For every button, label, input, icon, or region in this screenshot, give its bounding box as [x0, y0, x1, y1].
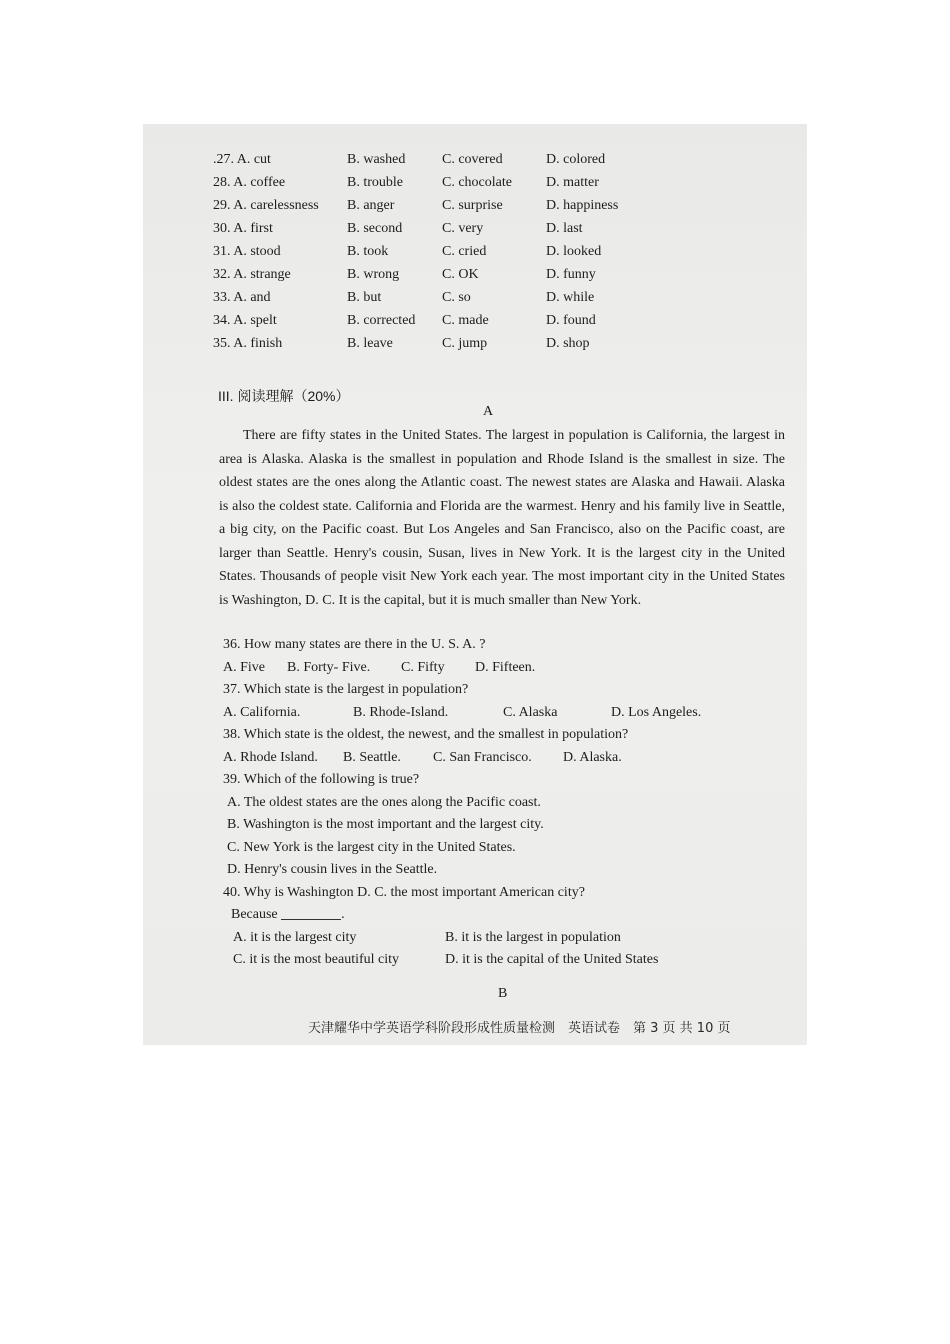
- option-b: B. but: [347, 290, 382, 305]
- option-d: D. colored: [546, 152, 606, 167]
- question-40-because: Because .: [231, 907, 345, 922]
- option-b: B. took: [347, 244, 389, 259]
- option-d: D. it is the capital of the United States: [445, 952, 659, 967]
- choice-row-30: [213, 221, 733, 244]
- question-39-option-c: C. New York is the largest city in the United States.: [227, 839, 516, 855]
- passage-a-text: There are fifty states in the United States. The largest in population is California, the largest in area is Alaska. Alaska is the smallest in population and Rhode Island is the smallest in size. The oldest states are the ones along the Atlantic coast. The newest states are Alaska and Hawaii. Alaska is also the coldest state. California and Florida are the warmest. Henry and his family live in Seattle, a big city, on the Pacific coast. But Los Angeles and San Francisco, also on the Pacific coast, are larger than Seattle. Henry's cousin, Susan, lives in New York. It is the largest city in the United States. Thousands of people visit New York each year. The most important city in the United States is Washington, D. C. It is the capital, but it is much smaller than New York.: [219, 428, 785, 608]
- option-d: D. while: [546, 290, 595, 305]
- option-d: D. looked: [546, 244, 602, 259]
- option-c: C. made: [442, 313, 489, 328]
- option-a: .27. A. cut: [213, 152, 271, 167]
- question-39-option-d: D. Henry's cousin lives in the Seattle.: [227, 862, 438, 877]
- option-c: C. cried: [442, 244, 487, 259]
- option-d: D. funny: [546, 267, 596, 282]
- cloze-choice-table: [213, 152, 733, 359]
- option-b: B. second: [347, 221, 403, 236]
- question-39-option-a: A. The oldest states are the ones along the Pacific coast.: [227, 794, 541, 810]
- option-b: B. washed: [347, 152, 406, 167]
- question-39-option-b: B. Washington is the most important and the largest city.: [227, 817, 544, 832]
- option-c: C. it is the most beautiful city: [233, 952, 400, 967]
- option-d: D. shop: [546, 336, 590, 351]
- option-a: 32. A. strange: [213, 267, 291, 282]
- option-c: C. very: [442, 221, 484, 236]
- option-b: B. leave: [347, 336, 393, 351]
- option-b: B. Rhode-Island.: [353, 704, 449, 720]
- option-d: D. found: [546, 313, 596, 328]
- scanned-page: [143, 124, 807, 1045]
- question-37: 37. Which state is the largest in population?: [223, 682, 469, 697]
- questions-block: [223, 634, 783, 972]
- passage-a-label: A: [483, 404, 494, 419]
- option-a: 29. A. carelessness: [213, 198, 319, 213]
- option-b: B. anger: [347, 198, 395, 213]
- choice-row-34: [213, 313, 733, 336]
- option-c: C. jump: [442, 336, 488, 351]
- choice-row-35: [213, 336, 733, 359]
- question-36: 36. How many states are there in the U. S. A. ?: [223, 637, 486, 652]
- choice-row-32: [213, 267, 733, 290]
- because-label: Because: [231, 907, 278, 922]
- choice-row-33: [213, 290, 733, 313]
- choice-row-31: [213, 244, 733, 267]
- option-d: D. happiness: [546, 198, 619, 213]
- option-b: B. it is the largest in population: [445, 929, 621, 945]
- option-c: C. Alaska: [503, 704, 558, 720]
- choice-row-28: [213, 175, 733, 198]
- option-a: A. it is the largest city: [233, 929, 357, 945]
- option-c: C. so: [442, 290, 471, 305]
- choice-row-27: [213, 152, 733, 175]
- option-a: 35. A. finish: [213, 336, 283, 351]
- passage-b-label: B: [498, 986, 508, 1001]
- option-b: B. corrected: [347, 313, 416, 328]
- option-c: C. surprise: [442, 198, 503, 213]
- option-a: 33. A. and: [213, 290, 271, 305]
- question-40: 40. Why is Washington D. C. the most important American city?: [223, 884, 585, 900]
- option-c: C. chocolate: [442, 175, 512, 190]
- question-36-options: [223, 657, 783, 680]
- option-c: C. covered: [442, 152, 503, 167]
- option-d: D. Alaska.: [563, 749, 622, 765]
- option-a: A. Five: [223, 659, 265, 675]
- option-a: 28. A. coffee: [213, 175, 286, 190]
- option-b: B. Seattle.: [343, 749, 401, 765]
- question-38-options: [223, 747, 783, 770]
- question-39: 39. Which of the following is true?: [223, 772, 420, 787]
- option-c: C. OK: [442, 267, 479, 282]
- choice-row-29: [213, 198, 733, 221]
- option-c: C. Fifty: [401, 659, 445, 675]
- page-footer: 天津耀华中学英语学科阶段形成性质量检测 英语试卷 第 3 页 共 10 页: [308, 1021, 731, 1036]
- option-a: 34. A. spelt: [213, 313, 277, 328]
- question-38: 38. Which state is the oldest, the newest, and the smallest in population?: [223, 727, 629, 742]
- option-a: A. Rhode Island.: [223, 749, 318, 765]
- question-37-options: [223, 702, 783, 725]
- option-d: D. Fifteen.: [475, 659, 536, 675]
- option-d: D. last: [546, 221, 583, 236]
- option-a: 31. A. stood: [213, 244, 281, 259]
- option-b: B. trouble: [347, 175, 403, 190]
- question-40-options-row1: [223, 927, 783, 950]
- option-b: B. Forty- Five.: [287, 659, 371, 675]
- answer-blank: [281, 905, 341, 920]
- option-d: D. matter: [546, 175, 599, 190]
- option-b: B. wrong: [347, 267, 400, 282]
- option-d: D. Los Angeles.: [611, 704, 702, 720]
- question-40-options-row2: [223, 949, 783, 972]
- section-heading: III. 阅读理解（20%）: [218, 388, 350, 404]
- option-a: 30. A. first: [213, 221, 273, 236]
- option-c: C. San Francisco.: [433, 749, 532, 765]
- option-a: A. California.: [223, 704, 301, 720]
